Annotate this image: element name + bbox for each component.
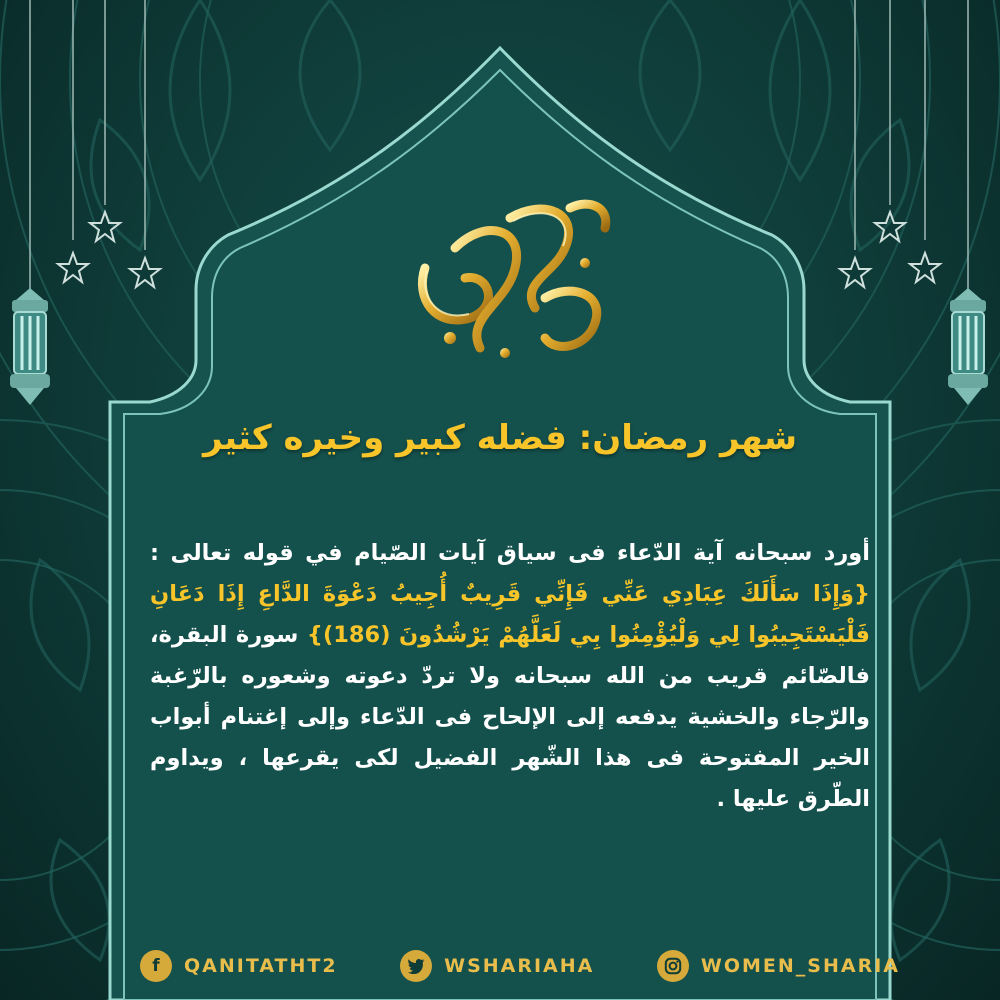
facebook-handle: QANITATHT2 [184,955,338,977]
body-intro: أورد سبحانه آية الدّعاء فى سياق آيات الصّيام في قوله تعالى : [150,540,870,566]
svg-text:رمضان مبارك: رمضان مبارك [504,288,510,289]
instagram-handle: WOMEN_SHARIA [700,955,900,977]
ramadan-mubarak-calligraphy [395,188,620,373]
body-paragraph [150,533,870,820]
facebook-icon: f [140,950,172,982]
social-twitter[interactable] [400,950,594,982]
social-facebook[interactable] [140,950,338,982]
instagram-icon [657,950,689,982]
page-title: شهر رمضان: فضله كبير وخيره كثير [202,418,798,458]
twitter-handle: WSHARIAHA [444,955,595,977]
social-instagram[interactable] [657,950,900,982]
body-rest: سورة البقرة، فالصّائم قريب من الله سبحانه ولا تردّ دعوته وشعوره بالرّغبة والرّجاء والخشية يدفعه إلى الإلحاح فى الدّعاء وإلى إغتنام أبواب الخير المفتوحة فى هذا الشّهر الفضيل لكى يقرعها ، ويداوم الطّرق عليها . [150,622,870,812]
social-handles-bar [140,948,900,984]
twitter-icon [400,950,432,982]
quran-verse: {وَإِذَا سَأَلَكَ عِبَادِي عَنِّي فَإِنِّي قَرِيبٌ أُجِيبُ دَعْوَةَ الدَّاعِ إِذَا دَعَانِ فَلْيَسْتَجِيبُوا لِي وَلْيُؤْمِنُوا بِي لَعَلَّهُمْ يَرْشُدُونَ (186)} [150,581,870,648]
